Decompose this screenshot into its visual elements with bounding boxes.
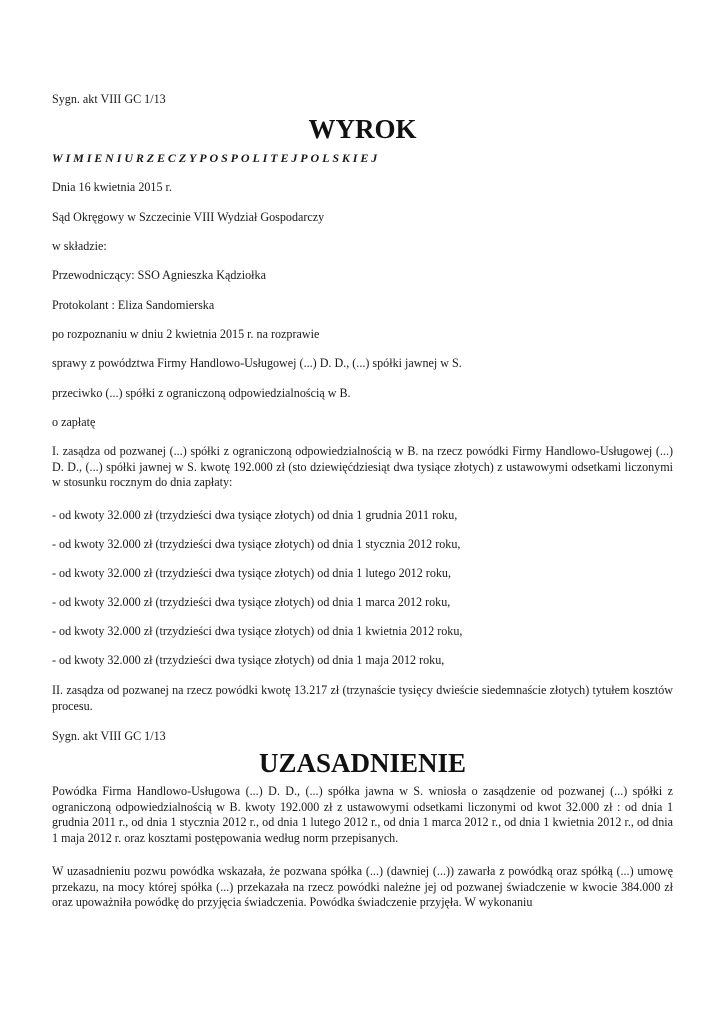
defendant: przeciwko (...) spółki z ograniczoną odpowiedzialnością w B. xyxy=(52,386,351,400)
installment-item: - od kwoty 32.000 zł (trzydzieści dwa tysiące złotych) od dnia 1 maja 2012 roku, xyxy=(52,653,445,667)
court-name: Sąd Okręgowy w Szczecinie VIII Wydział Gospodarczy xyxy=(52,210,325,224)
presiding-judge: Przewodniczący: SSO Agnieszka Kądziołka xyxy=(52,268,266,282)
composition-label: w składzie: xyxy=(52,239,107,253)
reasoning-paragraph: Powódka Firma Handlowo-Usługowa (...) D. D., (...) spółka jawna w S. wniosła o zasądzenie od pozwanej (...) spółki z ograniczoną odpowiedzialnością w B. kwoty 192.000 zł z ustawowymi odsetkami liczonymi od kwot 32.000 zł : od dnia 1 grudnia 2011 r., od dnia 1 stycznia 2012 r., od dnia 1 lutego 2012 r., od dnia 1 marca 2012 r., od dnia 1 kwietnia 2012 r., od dnia 1 maja 2012 r. oraz kosztami postępowania według norm przepisanych. xyxy=(52,784,673,845)
judgment-title: WYROK xyxy=(308,114,417,144)
judgment-date: Dnia 16 kwietnia 2015 r. xyxy=(52,180,172,194)
ruling-point-1: I. zasądza od pozwanej (...) spółki z ograniczoną odpowiedzialnością w B. na rzecz powódki Firmy Handlowo-Usługowej (...) D. D., (...) spółki jawnej w S. kwotę 192.000 zł (sto dziewięćdziesiąt dwa tysiące złotych) z ustawowymi odsetkami liczonymi w stosunku rocznym do dnia zapłaty: xyxy=(52,444,673,490)
hearing-info: po rozpoznaniu w dniu 2 kwietnia 2015 r. na rozprawie xyxy=(52,327,320,341)
ruling-point-2: II. zasądza od pozwanej na rzecz powódki kwotę 13.217 zł (trzynaście tysięcy dwieście siedemnaście złotych) tytułem kosztów procesu. xyxy=(52,683,673,713)
installment-item: - od kwoty 32.000 zł (trzydzieści dwa tysiące złotych) od dnia 1 marca 2012 roku, xyxy=(52,595,451,609)
installment-item: - od kwoty 32.000 zł (trzydzieści dwa tysiące złotych) od dnia 1 lutego 2012 roku, xyxy=(52,566,451,580)
installment-item: - od kwoty 32.000 zł (trzydzieści dwa tysiące złotych) od dnia 1 stycznia 2012 roku, xyxy=(52,537,461,551)
installment-item: - od kwoty 32.000 zł (trzydzieści dwa tysiące złotych) od dnia 1 kwietnia 2012 roku, xyxy=(52,624,463,638)
case-subject: o zapłatę xyxy=(52,415,96,429)
court-clerk: Protokolant : Eliza Sandomierska xyxy=(52,298,215,312)
reasoning-title: UZASADNIENIE xyxy=(258,748,467,778)
judgment-motto: WIMIENIURZECZYPOSPOLITEJPOLSKIEJ xyxy=(52,151,381,165)
reasoning-paragraph: W uzasadnieniu pozwu powódka wskazała, że pozwana spółka (...) (dawniej (...)) zawarła z powódką oraz spółką (...) umowę przekazu, na mocy której spółka (...) przekazała na rzecz powódki należne jej od pozwanej świadczenie w kwocie 384.000 zł oraz upoważniła powódkę do przyjęcia świadczenia. Powódka świadczenie przyjęła. W wykonaniu xyxy=(52,864,673,910)
case-signature-reasoning: Sygn. akt VIII GC 1/13 xyxy=(52,729,166,743)
installment-item: - od kwoty 32.000 zł (trzydzieści dwa tysiące złotych) od dnia 1 grudnia 2011 roku, xyxy=(52,508,458,522)
case-parties: sprawy z powództwa Firmy Handlowo-Usługowej (...) D. D., (...) spółki jawnej w S. xyxy=(52,356,462,370)
case-signature: Sygn. akt VIII GC 1/13 xyxy=(52,92,166,106)
